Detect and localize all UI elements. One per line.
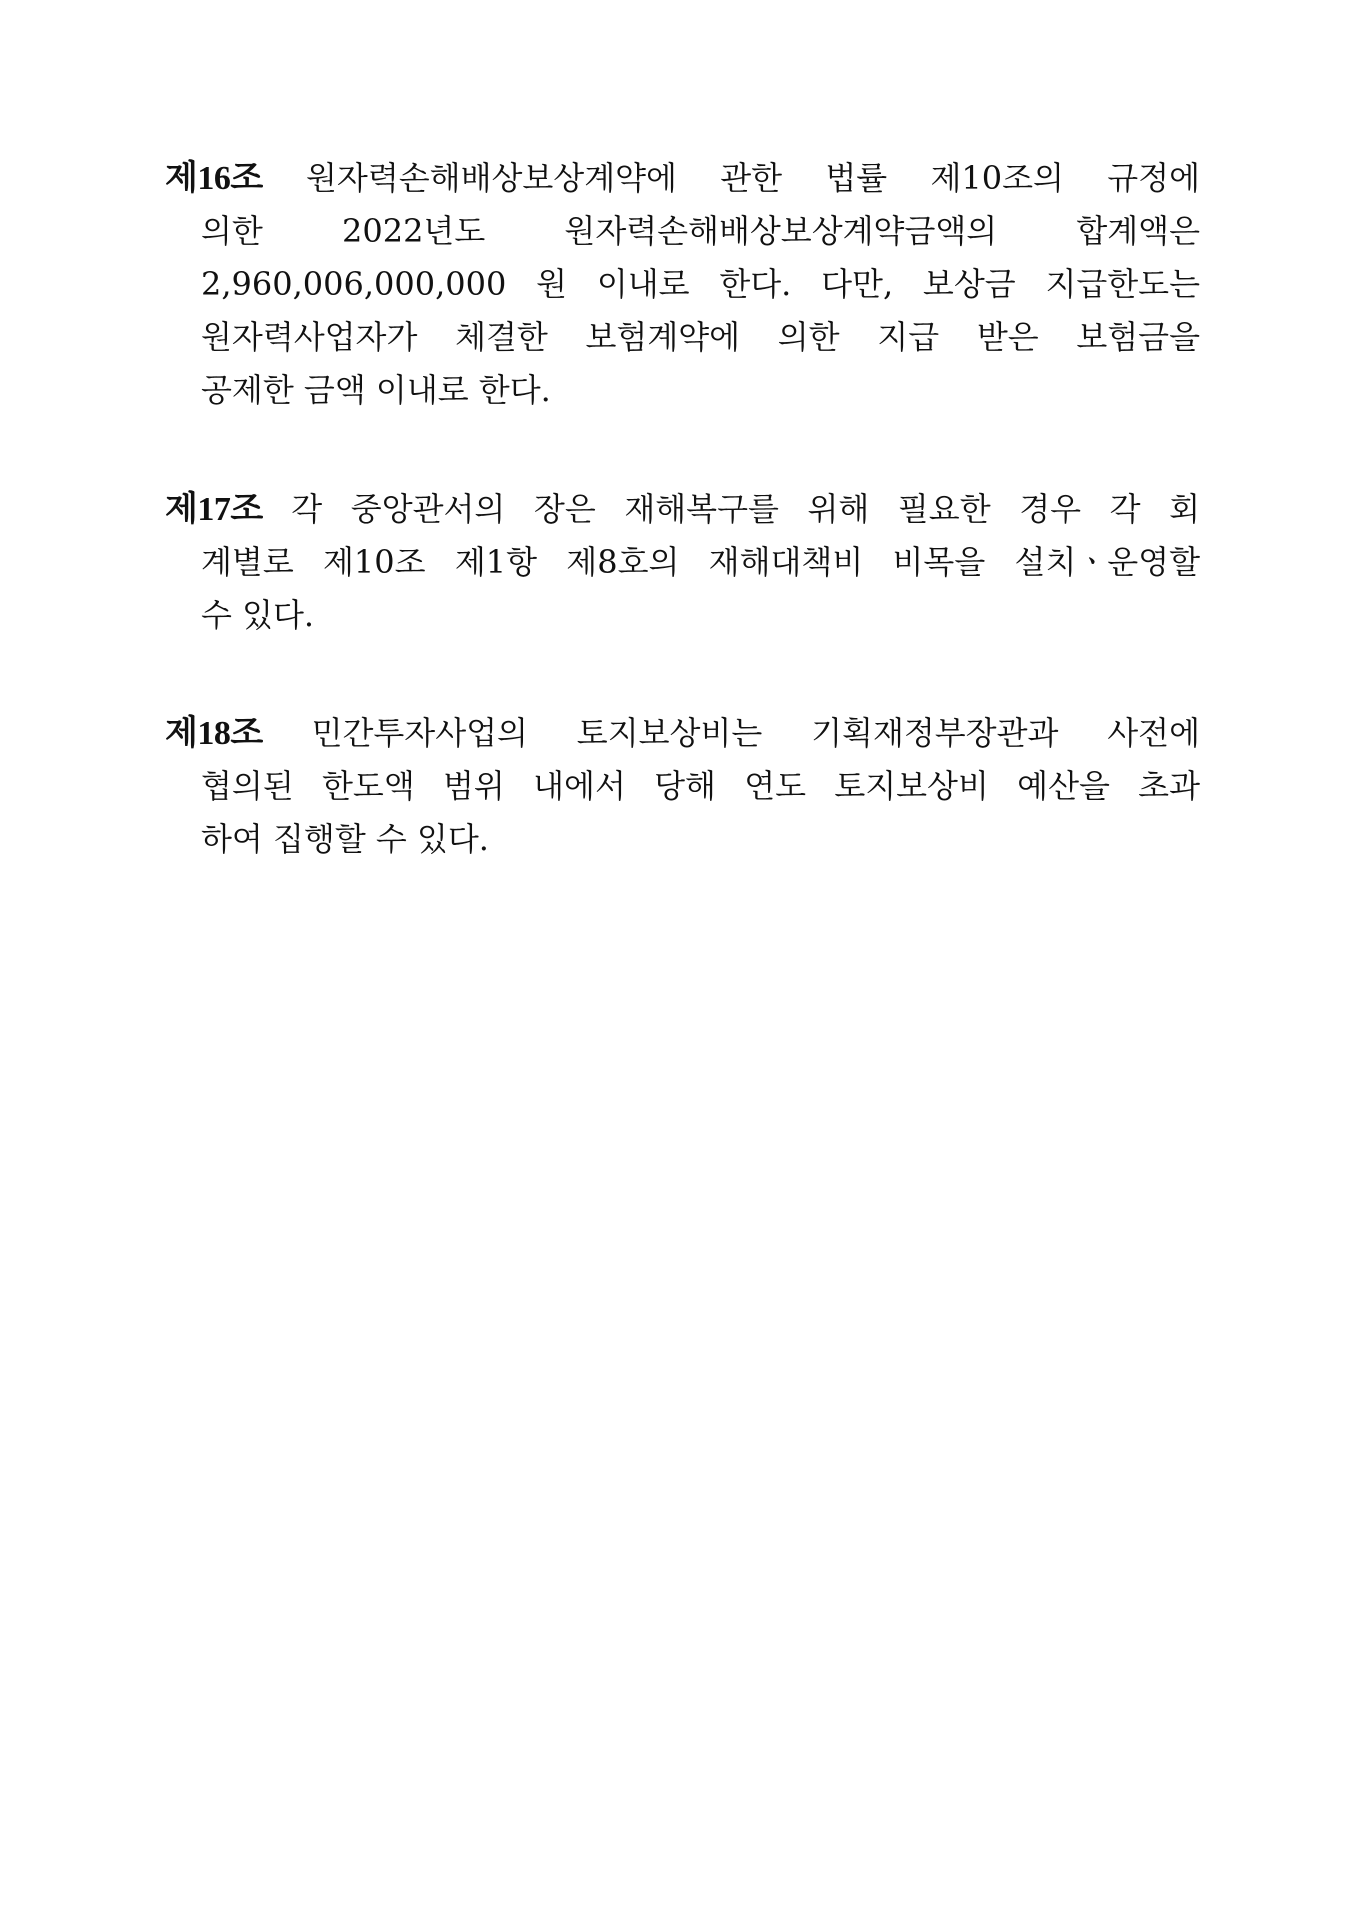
article-16-line-1: [165, 152, 1200, 205]
article-18: [165, 707, 1200, 866]
article-18-number: 제18조: [165, 715, 263, 752]
article-17-line-1: [165, 483, 1200, 536]
article-18-text-1: 민간투자사업의 토지보상비는 기획재정부장관과 사전에: [311, 714, 1201, 752]
article-18-line-1: [165, 707, 1200, 760]
article-17-line-2: 계별로 제10조 제1항 제8호의 재해대책비 비목을 설치ㆍ운영할: [201, 543, 1200, 581]
article-16: [165, 152, 1200, 417]
article-17: [165, 483, 1200, 642]
article-16-line-5: 공제한 금액 이내로 한다.: [201, 371, 551, 409]
article-16-text-1: 원자력손해배상보상계약에 관한 법률 제10조의 규정에: [306, 159, 1200, 197]
article-17-text-1: 각 중앙관서의 장은 재해복구를 위해 필요한 경우 각 회: [291, 490, 1201, 528]
article-16-line-3: 2,960,006,000,000 원 이내로 한다. 다만, 보상금 지급한도는: [201, 265, 1200, 303]
article-18-line-3: 하여 집행할 수 있다.: [201, 820, 489, 858]
article-17-line-3: 수 있다.: [201, 596, 315, 634]
article-16-line-2: 의한 2022년도 원자력손해배상보상계약금액의 합계액은: [201, 212, 1200, 250]
article-18-line-2: 협의된 한도액 범위 내에서 당해 연도 토지보상비 예산을 초과: [201, 767, 1200, 805]
article-17-number: 제17조: [165, 491, 263, 528]
article-16-number: 제16조: [165, 160, 263, 197]
article-16-line-4: 원자력사업자가 체결한 보험계약에 의한 지급 받은 보험금을: [201, 318, 1200, 356]
